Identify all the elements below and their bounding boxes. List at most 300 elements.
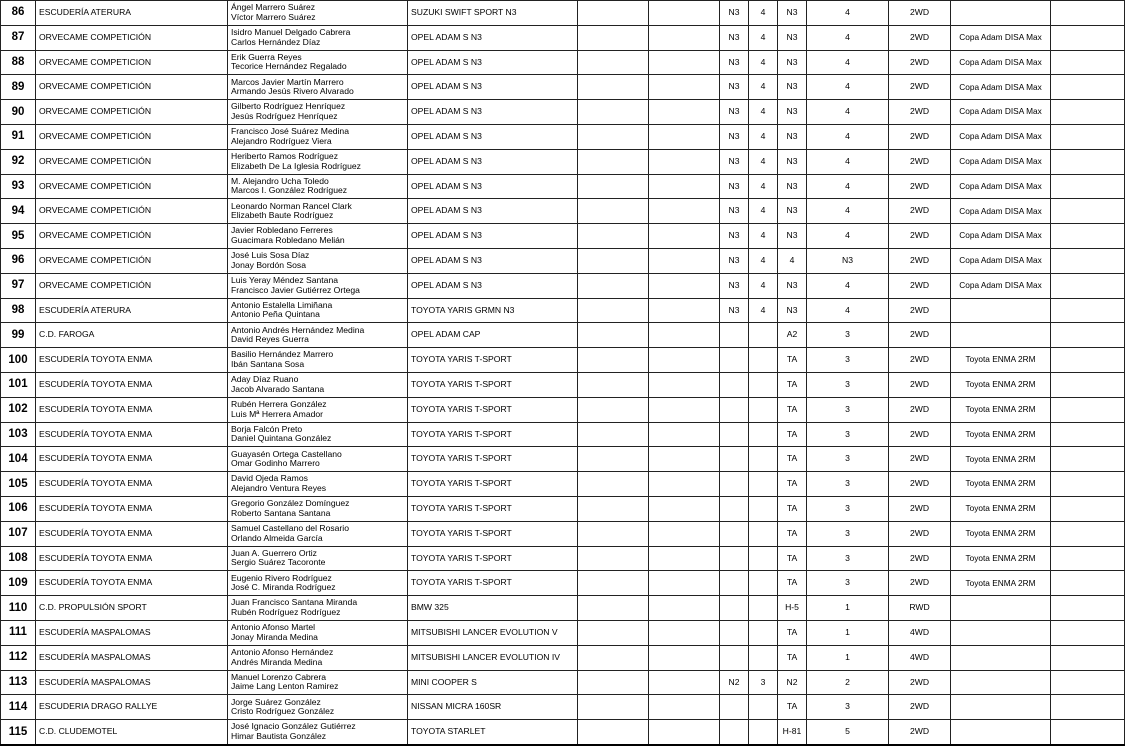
codriver-name: Marcos I. González Rodríguez xyxy=(231,185,348,196)
entry-row xyxy=(1,496,1125,521)
class-a xyxy=(749,720,778,745)
extra-col-a xyxy=(578,596,649,621)
blank-cell xyxy=(1051,720,1125,745)
cup-name: Toyota ENMA 2RM xyxy=(951,422,1051,447)
extra-col-b xyxy=(649,720,720,745)
entry-row xyxy=(1,670,1125,695)
car-model: TOYOTA YARIS T-SPORT xyxy=(408,496,578,521)
entry-number: 99 xyxy=(1,323,36,348)
group-b: TA xyxy=(778,521,807,546)
entry-row xyxy=(1,720,1125,745)
entry-number: 111 xyxy=(1,620,36,645)
extra-col-b xyxy=(649,695,720,720)
codriver-name: Luis Mª Herrera Amador xyxy=(231,408,324,419)
group-a xyxy=(720,447,749,472)
blank-cell xyxy=(1051,571,1125,596)
car-model: OPEL ADAM S N3 xyxy=(408,124,578,149)
class-a xyxy=(749,348,778,373)
extra-col-a xyxy=(578,620,649,645)
class-b: 3 xyxy=(807,546,889,571)
team-name: C.D. CLUDEMOTEL xyxy=(36,720,228,745)
group-a: N3 xyxy=(720,100,749,125)
drive-type: 2WD xyxy=(889,248,951,273)
codriver-name: Francisco Javier Gutiérrez Ortega xyxy=(231,284,360,295)
extra-col-a xyxy=(578,695,649,720)
blank-cell xyxy=(1051,273,1125,298)
codriver-name: Sergio Suárez Tacoronte xyxy=(231,557,326,568)
class-a xyxy=(749,546,778,571)
codriver-name: Roberto Santana Santana xyxy=(231,507,331,518)
extra-col-b xyxy=(649,348,720,373)
driver-name: Javier Robledano Ferreres xyxy=(231,225,333,236)
entry-row xyxy=(1,546,1125,571)
class-a: 4 xyxy=(749,248,778,273)
entry-number: 87 xyxy=(1,25,36,50)
team-name: ORVECAME COMPETICIÓN xyxy=(36,174,228,199)
entry-number: 88 xyxy=(1,50,36,75)
blank-cell xyxy=(1051,199,1125,224)
class-a: 4 xyxy=(749,224,778,249)
codriver-name: Guacimara Robledano Melián xyxy=(231,235,345,246)
group-a xyxy=(720,645,749,670)
codriver-name: Jesús Rodríguez Henríquez xyxy=(231,111,338,122)
driver-name: Gregorio González Domínguez xyxy=(231,498,350,509)
team-name: C.D. PROPULSIÓN SPORT xyxy=(36,596,228,621)
class-a: 4 xyxy=(749,50,778,75)
extra-col-b xyxy=(649,496,720,521)
codriver-name: Orlando Almeida García xyxy=(231,532,323,543)
driver-name: Borja Falcón Preto xyxy=(231,423,303,434)
drive-type: 2WD xyxy=(889,348,951,373)
class-b: 4 xyxy=(807,100,889,125)
codriver-name: Elizabeth De La Iglesia Rodríguez xyxy=(231,160,361,171)
class-b: 4 xyxy=(807,25,889,50)
cup-name xyxy=(951,323,1051,348)
team-name: ESCUDERÍA ATERURA xyxy=(36,1,228,26)
extra-col-b xyxy=(649,75,720,100)
group-b: N3 xyxy=(778,25,807,50)
blank-cell xyxy=(1051,496,1125,521)
cup-name xyxy=(951,695,1051,720)
extra-col-a xyxy=(578,546,649,571)
car-model: OPEL ADAM S N3 xyxy=(408,174,578,199)
class-a: 4 xyxy=(749,25,778,50)
team-name: ESCUDERÍA TOYOTA ENMA xyxy=(36,372,228,397)
blank-cell xyxy=(1051,397,1125,422)
codriver-name: Himar Bautista González xyxy=(231,731,327,741)
car-model: TOYOTA STARLET xyxy=(408,720,578,745)
group-a xyxy=(720,695,749,720)
group-a xyxy=(720,323,749,348)
class-b: 3 xyxy=(807,521,889,546)
entry-row xyxy=(1,571,1125,596)
entry-row xyxy=(1,620,1125,645)
team-name: ESCUDERIA DRAGO RALLYE xyxy=(36,695,228,720)
blank-cell xyxy=(1051,100,1125,125)
team-name: ORVECAME COMPETICIÓN xyxy=(36,224,228,249)
extra-col-a xyxy=(578,25,649,50)
driver-name: Antonio Afonso Martel xyxy=(231,622,316,633)
drive-type: 2WD xyxy=(889,273,951,298)
car-model: MINI COOPER S xyxy=(408,670,578,695)
driver-name: Gilberto Rodríguez Henríquez xyxy=(231,101,346,112)
group-a: N3 xyxy=(720,149,749,174)
group-a: N3 xyxy=(720,248,749,273)
blank-cell xyxy=(1051,224,1125,249)
extra-col-a xyxy=(578,372,649,397)
class-b: 1 xyxy=(807,596,889,621)
crew-names xyxy=(228,447,408,472)
extra-col-a xyxy=(578,323,649,348)
class-a xyxy=(749,695,778,720)
driver-name: Samuel Castellano del Rosario xyxy=(231,523,349,533)
cup-name: Toyota ENMA 2RM xyxy=(951,472,1051,497)
class-a: 4 xyxy=(749,75,778,100)
class-b: 4 xyxy=(807,50,889,75)
extra-col-b xyxy=(649,596,720,621)
blank-cell xyxy=(1051,149,1125,174)
drive-type: 2WD xyxy=(889,472,951,497)
entry-number: 90 xyxy=(1,100,36,125)
class-a: 4 xyxy=(749,199,778,224)
class-b: 4 xyxy=(807,273,889,298)
extra-col-a xyxy=(578,472,649,497)
extra-col-b xyxy=(649,174,720,199)
driver-name: Antonio Estalella Limiñana xyxy=(231,299,333,310)
drive-type: RWD xyxy=(889,596,951,621)
car-model: MITSUBISHI LANCER EVOLUTION IV xyxy=(408,645,578,670)
codriver-name: Cristo Rodríguez González xyxy=(231,706,335,717)
class-a: 4 xyxy=(749,174,778,199)
cup-name xyxy=(951,620,1051,645)
group-b: N3 xyxy=(778,149,807,174)
entry-number: 109 xyxy=(1,571,36,596)
car-model: OPEL ADAM S N3 xyxy=(408,50,578,75)
entry-number: 93 xyxy=(1,174,36,199)
class-a xyxy=(749,496,778,521)
crew-names xyxy=(228,348,408,373)
class-a xyxy=(749,447,778,472)
group-b: N3 xyxy=(778,273,807,298)
extra-col-a xyxy=(578,224,649,249)
extra-col-b xyxy=(649,149,720,174)
car-model: TOYOTA YARIS T-SPORT xyxy=(408,348,578,373)
crew-names xyxy=(228,695,408,720)
blank-cell xyxy=(1051,521,1125,546)
crew-names xyxy=(228,397,408,422)
cup-name: Copa Adam DISA Max xyxy=(951,25,1051,50)
group-a: N3 xyxy=(720,224,749,249)
group-b: N3 xyxy=(778,75,807,100)
cup-name xyxy=(951,670,1051,695)
group-b: TA xyxy=(778,372,807,397)
extra-col-b xyxy=(649,50,720,75)
class-b: 4 xyxy=(807,298,889,323)
extra-col-b xyxy=(649,298,720,323)
crew-names xyxy=(228,670,408,695)
codriver-name: Jonay Bordón Sosa xyxy=(231,259,307,270)
entry-number: 103 xyxy=(1,422,36,447)
cup-name xyxy=(951,298,1051,323)
crew-names xyxy=(228,620,408,645)
extra-col-a xyxy=(578,248,649,273)
car-model: OPEL ADAM CAP xyxy=(408,323,578,348)
blank-cell xyxy=(1051,174,1125,199)
car-model: TOYOTA YARIS T-SPORT xyxy=(408,472,578,497)
crew-names xyxy=(228,124,408,149)
drive-type: 2WD xyxy=(889,50,951,75)
cup-name: Copa Adam DISA Max xyxy=(951,174,1051,199)
entry-number: 108 xyxy=(1,546,36,571)
team-name: ORVECAME COMPETICIÓN xyxy=(36,248,228,273)
crew-names xyxy=(228,248,408,273)
class-b: 4 xyxy=(807,224,889,249)
class-a xyxy=(749,372,778,397)
group-b: N3 xyxy=(778,100,807,125)
group-b: N3 xyxy=(778,50,807,75)
class-a xyxy=(749,323,778,348)
class-b: 5 xyxy=(807,720,889,745)
class-b: 3 xyxy=(807,447,889,472)
group-b: TA xyxy=(778,695,807,720)
group-a: N3 xyxy=(720,174,749,199)
class-b: 4 xyxy=(807,75,889,100)
team-name: ESCUDERÍA TOYOTA ENMA xyxy=(36,521,228,546)
group-a xyxy=(720,571,749,596)
car-model: OPEL ADAM S N3 xyxy=(408,100,578,125)
drive-type: 2WD xyxy=(889,323,951,348)
crew-names xyxy=(228,273,408,298)
crew-names xyxy=(228,149,408,174)
extra-col-b xyxy=(649,447,720,472)
class-a xyxy=(749,521,778,546)
group-b: TA xyxy=(778,422,807,447)
class-a: 4 xyxy=(749,124,778,149)
blank-cell xyxy=(1051,695,1125,720)
crew-names xyxy=(228,571,408,596)
drive-type: 4WD xyxy=(889,645,951,670)
driver-name: Antonio Andrés Hernández Medina xyxy=(231,324,365,335)
extra-col-a xyxy=(578,670,649,695)
extra-col-a xyxy=(578,273,649,298)
extra-col-b xyxy=(649,372,720,397)
entry-row xyxy=(1,472,1125,497)
crew-names xyxy=(228,546,408,571)
cup-name xyxy=(951,596,1051,621)
team-name: C.D. FAROGA xyxy=(36,323,228,348)
codriver-name: Tecorice Hernández Regalado xyxy=(231,61,347,72)
group-a xyxy=(720,372,749,397)
team-name: ESCUDERÍA MASPALOMAS xyxy=(36,645,228,670)
team-name: ORVECAME COMPETICIÓN xyxy=(36,75,228,100)
entry-list-body xyxy=(1,1,1125,745)
car-model: TOYOTA YARIS T-SPORT xyxy=(408,521,578,546)
extra-col-a xyxy=(578,199,649,224)
entry-number: 112 xyxy=(1,645,36,670)
drive-type: 2WD xyxy=(889,100,951,125)
group-b: TA xyxy=(778,472,807,497)
group-b: TA xyxy=(778,546,807,571)
car-model: OPEL ADAM S N3 xyxy=(408,75,578,100)
extra-col-b xyxy=(649,472,720,497)
driver-name: Leonardo Norman Rancel Clark xyxy=(231,200,352,211)
team-name: ESCUDERÍA TOYOTA ENMA xyxy=(36,422,228,447)
extra-col-a xyxy=(578,75,649,100)
extra-col-b xyxy=(649,248,720,273)
crew-names xyxy=(228,50,408,75)
codriver-name: Rubén Rodríguez Rodríguez xyxy=(231,607,341,618)
car-model: TOYOTA YARIS T-SPORT xyxy=(408,546,578,571)
driver-name: Antonio Afonso Hernández xyxy=(231,646,334,657)
group-b: TA xyxy=(778,620,807,645)
driver-name: José Ignacio González Gutiérrez xyxy=(231,721,356,732)
class-a xyxy=(749,620,778,645)
entry-row xyxy=(1,348,1125,373)
cup-name xyxy=(951,1,1051,26)
group-b: A2 xyxy=(778,323,807,348)
class-b: 3 xyxy=(807,372,889,397)
entry-row xyxy=(1,75,1125,100)
extra-col-a xyxy=(578,174,649,199)
cup-name: Copa Adam DISA Max xyxy=(951,273,1051,298)
group-b: N2 xyxy=(778,670,807,695)
extra-col-b xyxy=(649,124,720,149)
drive-type: 2WD xyxy=(889,670,951,695)
codriver-name: Alejandro Rodríguez Viera xyxy=(231,135,332,146)
class-b: 1 xyxy=(807,645,889,670)
extra-col-b xyxy=(649,323,720,348)
entry-row xyxy=(1,1,1125,26)
driver-name: Ángel Marrero Suárez xyxy=(231,2,316,13)
class-a: 3 xyxy=(749,670,778,695)
group-b: TA xyxy=(778,571,807,596)
blank-cell xyxy=(1051,645,1125,670)
drive-type: 2WD xyxy=(889,174,951,199)
codriver-name: Armando Jesús Rivero Alvarado xyxy=(231,86,354,97)
drive-type: 2WD xyxy=(889,298,951,323)
class-b: 4 xyxy=(807,1,889,26)
entry-row xyxy=(1,323,1125,348)
crew-names xyxy=(228,521,408,546)
extra-col-b xyxy=(649,521,720,546)
class-a: 4 xyxy=(749,149,778,174)
driver-name: Francisco José Suárez Medina xyxy=(231,126,349,137)
drive-type: 2WD xyxy=(889,75,951,100)
crew-names xyxy=(228,596,408,621)
extra-col-b xyxy=(649,422,720,447)
drive-type: 2WD xyxy=(889,1,951,26)
crew-names xyxy=(228,298,408,323)
class-b: N3 xyxy=(807,248,889,273)
cup-name: Toyota ENMA 2RM xyxy=(951,372,1051,397)
group-b: TA xyxy=(778,348,807,373)
group-b: N3 xyxy=(778,174,807,199)
blank-cell xyxy=(1051,323,1125,348)
cup-name: Toyota ENMA 2RM xyxy=(951,571,1051,596)
drive-type: 2WD xyxy=(889,571,951,596)
class-a xyxy=(749,422,778,447)
cup-name: Copa Adam DISA Max xyxy=(951,100,1051,125)
extra-col-a xyxy=(578,149,649,174)
cup-name: Toyota ENMA 2RM xyxy=(951,496,1051,521)
car-model: OPEL ADAM S N3 xyxy=(408,25,578,50)
entry-number: 92 xyxy=(1,149,36,174)
group-a xyxy=(720,620,749,645)
group-a xyxy=(720,596,749,621)
drive-type: 2WD xyxy=(889,149,951,174)
entry-number: 95 xyxy=(1,224,36,249)
class-b: 2 xyxy=(807,670,889,695)
car-model: MITSUBISHI LANCER EVOLUTION V xyxy=(408,620,578,645)
entry-row xyxy=(1,50,1125,75)
extra-col-b xyxy=(649,199,720,224)
extra-col-a xyxy=(578,100,649,125)
car-model: NISSAN MICRA 160SR xyxy=(408,695,578,720)
entry-row xyxy=(1,521,1125,546)
extra-col-b xyxy=(649,1,720,26)
class-b: 4 xyxy=(807,149,889,174)
cup-name: Toyota ENMA 2RM xyxy=(951,546,1051,571)
extra-col-b xyxy=(649,100,720,125)
extra-col-a xyxy=(578,521,649,546)
team-name: ESCUDERÍA TOYOTA ENMA xyxy=(36,348,228,373)
team-name: ESCUDERÍA ATERURA xyxy=(36,298,228,323)
team-name: ORVECAME COMPETICION xyxy=(36,50,228,75)
cup-name: Copa Adam DISA Max xyxy=(951,248,1051,273)
cup-name: Copa Adam DISA Max xyxy=(951,199,1051,224)
extra-col-a xyxy=(578,422,649,447)
team-name: ORVECAME COMPETICIÓN xyxy=(36,149,228,174)
extra-col-a xyxy=(578,348,649,373)
drive-type: 2WD xyxy=(889,199,951,224)
cup-name: Copa Adam DISA Max xyxy=(951,149,1051,174)
team-name: ORVECAME COMPETICIÓN xyxy=(36,25,228,50)
codriver-name: Daniel Quintana González xyxy=(231,433,332,444)
codriver-name: José C. Miranda Rodríguez xyxy=(231,582,336,593)
entry-number: 113 xyxy=(1,670,36,695)
blank-cell xyxy=(1051,348,1125,373)
entry-row xyxy=(1,248,1125,273)
codriver-name: Antonio Peña Quintana xyxy=(231,309,320,320)
crew-names xyxy=(228,422,408,447)
extra-col-a xyxy=(578,50,649,75)
cup-name xyxy=(951,720,1051,745)
team-name: ORVECAME COMPETICIÓN xyxy=(36,100,228,125)
crew-names xyxy=(228,100,408,125)
driver-name: M. Alejandro Ucha Toledo xyxy=(231,175,329,186)
driver-name: Jorge Suárez González xyxy=(231,696,321,707)
extra-col-b xyxy=(649,620,720,645)
entry-row xyxy=(1,645,1125,670)
class-a xyxy=(749,645,778,670)
drive-type: 2WD xyxy=(889,447,951,472)
driver-name: Basilio Hernández Marrero xyxy=(231,349,334,360)
blank-cell xyxy=(1051,50,1125,75)
entry-number: 96 xyxy=(1,248,36,273)
car-model: TOYOTA YARIS T-SPORT xyxy=(408,422,578,447)
driver-name: David Ojeda Ramos xyxy=(231,473,308,484)
driver-name: Luis Yeray Méndez Santana xyxy=(231,275,339,286)
entry-number: 100 xyxy=(1,348,36,373)
entry-number: 97 xyxy=(1,273,36,298)
crew-names xyxy=(228,199,408,224)
drive-type: 2WD xyxy=(889,695,951,720)
driver-name: Rubén Herrera González xyxy=(231,399,327,410)
entry-row xyxy=(1,25,1125,50)
crew-names xyxy=(228,174,408,199)
group-a xyxy=(720,348,749,373)
team-name: ORVECAME COMPETICIÓN xyxy=(36,124,228,149)
